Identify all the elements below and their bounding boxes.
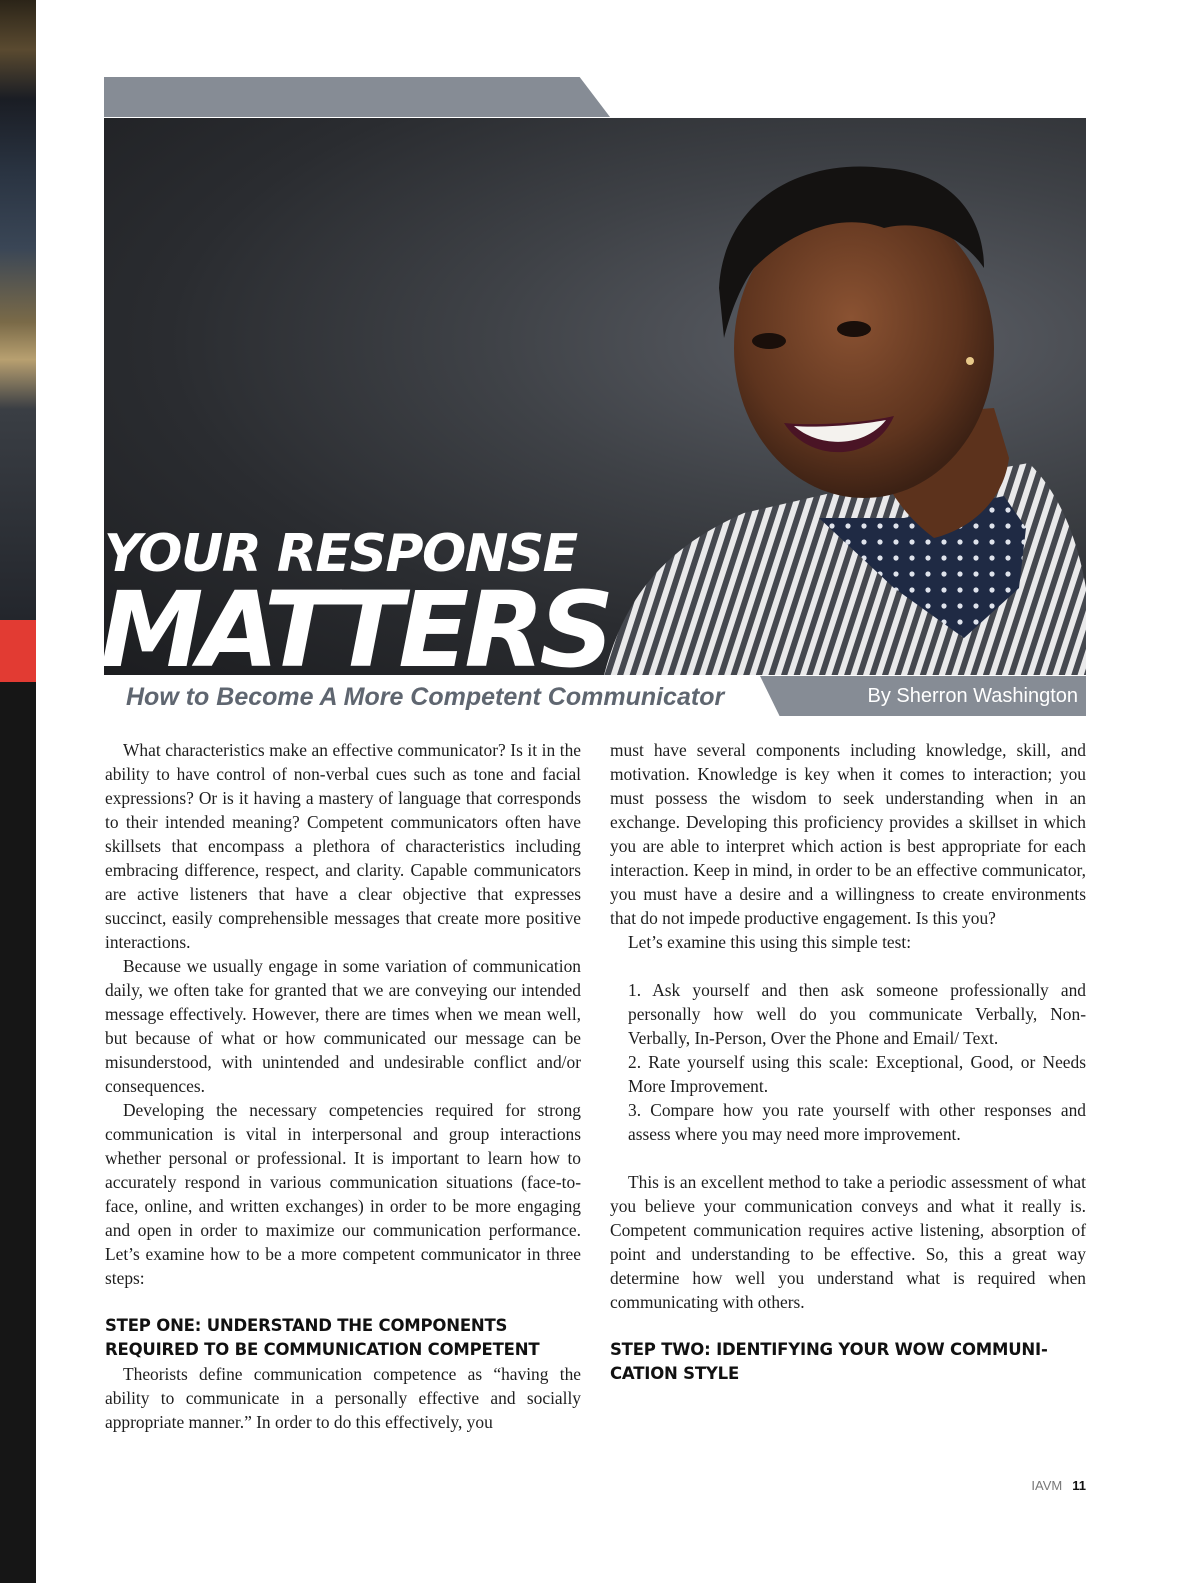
publication-name: IAVM (1031, 1478, 1063, 1493)
body-paragraph: Because we usually engage in some variation of communication daily, we often take for granted that we are conveying our intended message effectively. However, there are times when we mean well, but because of what or how communicated our message can be misunderstood, with unintended and undesirable conflict and/or consequences. (105, 956, 581, 1096)
step-two-heading: STEP TWO: IDENTIFYING YOUR WOW COMMUNICATION STYLE (610, 1340, 1048, 1383)
body-paragraph: What characteristics make an effective communicator? Is it in the ability to have control of non-verbal cues such as tone and facial expressions? Or is it having a mastery of language that corresponds to their intended meaning? Competent communicators often have skillsets that encompass a plethora of characteristics including embracing difference, respect, and clarity. Capable communicators are active listeners that have a clear objective that expresses succinct, easily comprehensible messages that create more positive interactions. (105, 740, 581, 952)
page-folio (1031, 1478, 1086, 1493)
left-edge-strip (0, 0, 36, 1583)
step-one-heading: STEP ONE: UNDERSTAND THE COMPONENTS REQUIRED TO BE COMMUNICATION COMPETENT (105, 1316, 540, 1359)
body-paragraph: must have several components including knowledge, skill, and motivation. Knowledge is key when it comes to interaction; you must possess the wisdom to seek understanding when in an exchange. Developing this proficiency provides a skillset in which you are able to interpret which action is best appropriate for each interaction. Keep in mind, in order to be an effective communicator, you must have a desire and a willingness to create environments that do not impede productive engagement. Is this you? (610, 740, 1086, 928)
body-paragraph: Theorists define communication competence as “having the ability to communicate in a personally effective and socially appropriate manner.” In order to do this effectively, you (105, 1364, 581, 1432)
paragraph-spacer (610, 954, 1086, 978)
list-item: 2. Rate yourself using this scale: Exceptional, Good, or Needs More Improvement. (628, 1052, 1086, 1096)
body-paragraph: This is an excellent method to take a periodic assessment of what you believe your communication conveys and what it really is. Competent communication requires active listening, absorption of point and understanding to be effective. So, this a great way determine how well you understand what is required when communicating with others. (610, 1172, 1086, 1312)
author-byline: By Sherron Washington (867, 685, 1078, 707)
article-subtitle: How to Become A More Competent Communicator (126, 683, 725, 711)
headline-line-2: MATTERS (100, 569, 610, 691)
list-item: 1. Ask yourself and then ask someone professionally and personally how well do you communicate Verbally, Non-Verbally, In-Person, Over the Phone and Email/ Text. (628, 980, 1086, 1048)
list-item: 3. Compare how you rate yourself with other responses and assess where you may need more improvement. (628, 1100, 1086, 1144)
right-text-column (610, 738, 1086, 1386)
header-tab-bar (104, 77, 610, 117)
arena-photo-strip (0, 0, 36, 620)
body-paragraph: Developing the necessary competencies required for strong communication is vital in interpersonal and group interactions whether personal or professional. It is important to learn how to accurately respond in various communication situations (face-to-face, online, and written exchanges) in order to be more engaging and open in order to maximize our communication performance. Let’s examine how to be a more competent communicator in three steps: (105, 1100, 581, 1288)
red-accent-bar (0, 620, 36, 682)
headline-line-1: YOUR RESPONSE (104, 524, 577, 584)
self-test-list (610, 978, 1086, 1146)
left-text-column (105, 738, 581, 1434)
paragraph-spacer (610, 1314, 1086, 1338)
paragraph-spacer (105, 1290, 581, 1314)
page-number: 11 (1072, 1478, 1086, 1493)
paragraph-spacer (610, 1146, 1086, 1170)
body-paragraph: Let’s examine this using this simple test: (628, 932, 912, 952)
